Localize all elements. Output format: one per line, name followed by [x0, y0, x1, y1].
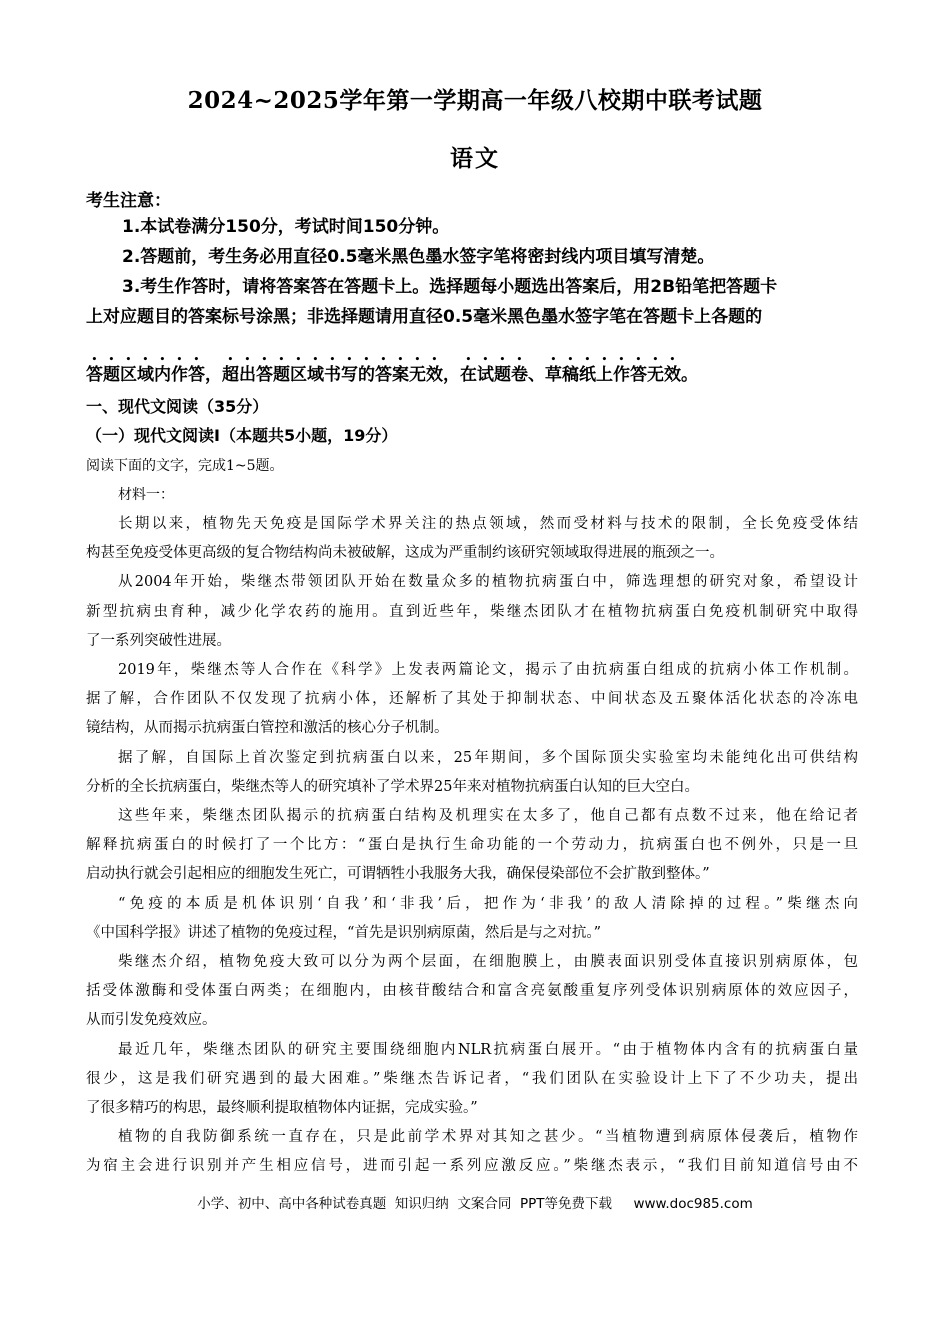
- passage-line: 《中国科学报》讲述了植物的免疫过程，“首先是识别病原菌，然后是与之对抗。”: [86, 925, 602, 941]
- notice-item-3-line-3: [86, 355, 876, 386]
- passage-line: 新型抗病虫育种，减少化学农药的施用。直到近些年，柴继杰团队才在植物抗病蛋白免疫机制研究中取得: [86, 604, 858, 620]
- exam-title: 2024~2025学年第一学期高一年级八校期中联考试题: [187, 87, 763, 114]
- passage-line: 最近几年，柴继杰团队的研究主要围绕细胞内NLR抗病蛋白展开。“由于植物体内含有的抗病蛋白量: [118, 1042, 858, 1058]
- passage-line: 了很多精巧的构思，最终顺利提取植物体内证据，完成实验。”: [86, 1100, 478, 1116]
- passage-line: 植物的自我防御系统一直存在，只是此前学术界对其知之甚少。“当植物遭到病原体侵袭后，植物作: [118, 1129, 858, 1145]
- notice-item-1: 1.本试卷满分150分，考试时间150分钟。: [122, 217, 450, 237]
- passage-line: 据了解，合作团队不仅发现了抗病小体，还解析了其处于抑制状态、中间状态及五聚体活化状态的冷冻电: [86, 691, 858, 707]
- passage-line: 柴继杰介绍，植物免疫大致可以分为两个层面，在细胞膜上，由膜表面识别受体直接识别病原体，包: [118, 954, 858, 970]
- passage-line: 从2004年开始，柴继杰带领团队开始在数量众多的植物抗病蛋白中，筛选理想的研究对象，希望设计: [118, 574, 858, 590]
- passage-line: 分析的全长抗病蛋白，柴继杰等人的研究填补了学术界25年来对植物抗病蛋白认知的巨大空白。: [86, 779, 699, 795]
- notice-line-end: 。: [681, 365, 698, 385]
- notice-item-3-line-1: 3.考生作答时，请将答案答在答题卡上。选择题每小题选出答案后，用2B铅笔把答题卡: [122, 277, 778, 297]
- passage-line: 2019年，柴继杰等人合作在《科学》上发表两篇论文，揭示了由抗病蛋白组成的抗病小体工作机制。: [118, 662, 858, 678]
- notice-heading: 考生注意：: [86, 191, 171, 211]
- passage-line: 为宿主会进行识别并产生相应信号，进而引起一系列应激反应。”柴继杰表示，“我们目前知道信号由不: [86, 1158, 858, 1174]
- subsection-heading: （一）现代文阅读Ⅰ（本题共5小题，19分）: [86, 426, 398, 445]
- footer-banner: 小学、初中、高中各种试卷真题 知识归纳 文案合同 PPT等免费下载 www.doc985.com: [197, 1196, 753, 1212]
- passage-line: 解释抗病蛋白的时候打了一个比方：“蛋白是执行生命功能的一个劳动力，抗病蛋白也不例外，只是一旦: [86, 837, 858, 853]
- passage-line: 了一系列突破性进展。: [86, 633, 231, 649]
- emphasized-text: 答题区域内作答，超出答题区域书写的答案无效，在试题卷、草稿纸上作答无效: [86, 365, 681, 385]
- passage-line: “免疫的本质是机体识别‘自我’和‘非我’后，把作为‘非我’的敌人清除掉的过程。”柴继杰向: [118, 896, 858, 912]
- passage-line: 从而引发免疫效应。: [86, 1012, 217, 1028]
- passage-line: 构甚至免疫受体更高级的复合物结构尚未被破解，这成为严重制约该研究领域取得进展的瓶颈之一。: [86, 545, 724, 561]
- notice-item-2: 2.答题前，考生务必用直径0.5毫米黑色墨水签字笔将密封线内项目填写清楚。: [122, 247, 715, 267]
- passage-line: 这些年来，柴继杰团队揭示的抗病蛋白结构及机理实在太多了，他自己都有点数不过来，他在给记者: [118, 808, 858, 824]
- subject-title: 语文: [450, 145, 500, 172]
- part-heading: 一、现代文阅读（35分）: [86, 397, 269, 416]
- passage-line: 镜结构，从而揭示抗病蛋白管控和激活的核心分子机制。: [86, 720, 449, 736]
- passage-line: 长期以来，植物先天免疫是国际学术界关注的热点领域，然而受材料与技术的限制，全长免疫受体结: [118, 516, 858, 532]
- reading-instruction: 阅读下面的文字，完成1~5题。: [86, 458, 284, 474]
- passage-line: 启动执行就会引起相应的细胞发生死亡，可谓牺牲小我服务大我，确保侵染部位不会扩散到整体。”: [86, 866, 710, 882]
- passage-line: 括受体激酶和受体蛋白两类；在细胞内，由核苷酸结合和富含亮氨酸重复序列受体识别病原体的效应因子，: [86, 983, 858, 999]
- material-label: 材料一：: [118, 487, 174, 503]
- passage-line: 据了解，自国际上首次鉴定到抗病蛋白以来，25年期间，多个国际顶尖实验室均未能纯化出可供结构: [118, 750, 858, 766]
- passage-line: 很少，这是我们研究遇到的最大困难。”柴继杰告诉记者，“我们团队在实验设计上下了不少功夫，提出: [86, 1071, 858, 1087]
- notice-item-3-line-2: 上对应题目的答案标号涂黑；非选择题请用直径0.5毫米黑色墨水签字笔在答题卡上各题的: [86, 307, 763, 327]
